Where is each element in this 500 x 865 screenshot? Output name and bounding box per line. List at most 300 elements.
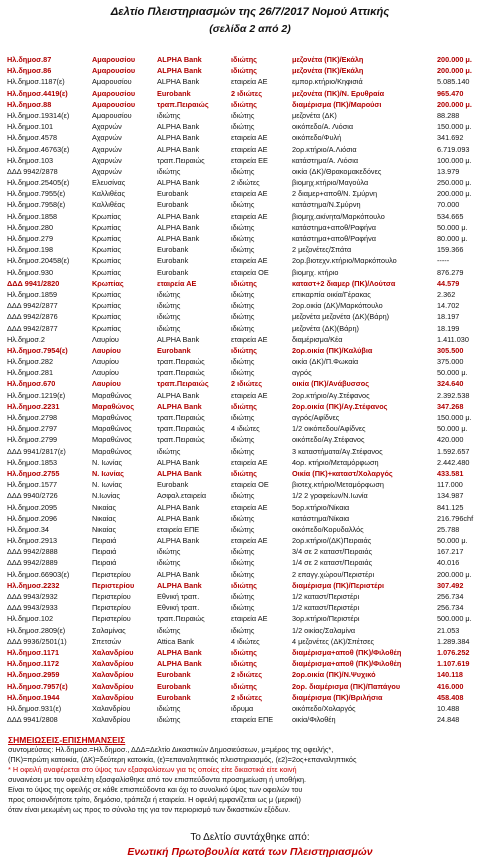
- row-property: κατάστημα/Νίκαια: [292, 513, 350, 523]
- row-amount: 500.000 μ.: [437, 614, 472, 624]
- row-property: Οικία (ΠΚ)+καταστ/Χολαργός: [292, 468, 393, 478]
- table-row: [7, 289, 497, 300]
- row-id: Ηλ.δημοσ.46763(ε): [7, 144, 70, 154]
- row-amount: 150.000 μ.: [437, 413, 472, 422]
- table-row: [7, 88, 497, 99]
- table-row: [7, 65, 497, 76]
- table-row: [7, 323, 497, 334]
- row-court: Καλλιθέας: [92, 200, 125, 210]
- row-amount: 200.000 μ.: [437, 569, 472, 579]
- table-row: [7, 636, 497, 647]
- row-amount: 50.000 μ.: [437, 536, 468, 546]
- row-property: καταστ+2 διαμερ (ΠΚ)/Λούτσα: [292, 278, 396, 288]
- row-amount: 1.411.030: [437, 334, 469, 344]
- row-id: Ηλ.δημοσ.2959: [7, 670, 60, 680]
- row-court: Αχαρνών: [92, 144, 122, 154]
- notes-title: ΣΗΜΕΙΩΣΕΙΣ-ΕΠΙΣΗΜΑΝΣΕΙΣ: [8, 735, 126, 745]
- row-property: 2ορ. διαμέρισμα (ΠΚ)/Παπάγου: [292, 681, 401, 691]
- row-property: 2ορ.οικία (ΠΚ)/Καλύβια: [292, 345, 373, 355]
- row-amount: 256.734: [437, 592, 464, 601]
- row-debtor: εταιρεία ΑΕ: [231, 502, 268, 512]
- row-property: 1/4 σε 2 καταστ/Πειραιάς: [292, 558, 373, 568]
- row-property: 5ορ.κτήριο/Νίκαια: [292, 502, 350, 512]
- row-creditor: τραπ.Πειραιώς: [157, 155, 205, 165]
- row-court: Χαλανδρίου: [92, 670, 134, 680]
- row-court: Νικαίας: [92, 513, 117, 523]
- row-amount: 50.000 μ.: [437, 222, 468, 232]
- row-id: ΔΔΔ 9942/2877: [7, 323, 58, 333]
- row-court: Αχαρνών: [92, 155, 122, 165]
- table-row: [7, 714, 497, 725]
- row-amount: 420.000: [437, 435, 464, 445]
- row-debtor: ιδιώτης: [231, 681, 257, 691]
- row-creditor: Εθνική τραπ.: [157, 603, 200, 613]
- row-amount: 458.408: [437, 692, 464, 702]
- row-creditor: Eurobank: [157, 692, 191, 702]
- table-row: [7, 502, 497, 513]
- row-property: οικόπεδο/Α. Λιόσια: [292, 122, 354, 132]
- row-amount: 307.492: [437, 580, 464, 590]
- row-court: Ελευσίνας: [92, 178, 126, 188]
- row-court: Περιστερίου: [92, 592, 131, 601]
- row-id: Ηλ.δημοσ.2232: [7, 580, 60, 590]
- row-creditor: ALPHA Bank: [157, 569, 200, 579]
- row-creditor: ιδιώτης: [157, 289, 181, 299]
- row-debtor: ιδιώτης: [231, 524, 255, 534]
- row-creditor: Attica Bank: [157, 636, 194, 646]
- row-amount: 134.987: [437, 491, 464, 501]
- row-id: Ηλ.δημοσ.1171: [7, 647, 60, 657]
- row-creditor: Eurobank: [157, 88, 191, 98]
- row-creditor: εταιρεία ΕΠΕ: [157, 524, 200, 534]
- row-court: Λαυρίου: [92, 368, 119, 378]
- table-row: [7, 625, 497, 636]
- row-property: 1/2 οικόπεδου/Αφίδνες: [292, 424, 366, 434]
- row-debtor: ιδιώτης: [231, 166, 255, 176]
- row-property: κατάστημα+αποθ/Ραφήνα: [292, 234, 376, 243]
- row-court: Λαυρίου: [92, 379, 121, 389]
- row-property: 4 μεζονέτες (ΔΚ)/Σπέτσες: [292, 636, 375, 646]
- row-amount: 1.592.657: [437, 446, 470, 456]
- row-court: Κρωπίας: [92, 222, 122, 232]
- row-debtor: ιδιώτης: [231, 446, 255, 456]
- auction-table: [7, 54, 497, 725]
- row-id: Ηλ.δημοσ.279: [7, 234, 54, 243]
- row-court: Πειραιά: [92, 547, 117, 557]
- row-creditor: Eurobank: [157, 267, 189, 277]
- row-amount: 1.076.252: [437, 647, 470, 657]
- row-debtor: ιδιώτης: [231, 66, 257, 76]
- row-court: Ν. Ιωνίας: [92, 468, 124, 478]
- table-row: [7, 681, 497, 692]
- table-row: [7, 479, 497, 490]
- row-id: Ηλ.δημοσ.1172: [7, 659, 60, 669]
- row-debtor: εταιρεία ΑΕ: [231, 133, 268, 143]
- row-creditor: τραπ.Πειραιώς: [157, 413, 205, 422]
- row-court: Χαλανδρίου: [92, 703, 131, 713]
- table-row: [7, 255, 497, 266]
- table-row: [7, 513, 497, 524]
- row-id: Ηλ.δημοσ.103: [7, 155, 54, 165]
- table-row: [7, 334, 497, 345]
- row-debtor: ιδρυμα: [231, 703, 254, 713]
- row-creditor: ALPHA Bank: [157, 55, 202, 64]
- row-debtor: ιδιώτης: [231, 413, 255, 422]
- row-creditor: ALPHA Bank: [157, 77, 200, 87]
- row-creditor: ALPHA Bank: [157, 502, 200, 512]
- row-creditor: τραπ.Πειραιώς: [157, 357, 205, 367]
- table-row: [7, 300, 497, 311]
- row-id: Ηλ.δημοσ.7957(ε): [7, 681, 68, 691]
- row-creditor: τραπ.Πειραιώς: [157, 435, 205, 445]
- row-court: Αχαρνών: [92, 133, 122, 143]
- row-debtor: εταιρεία ΑΕ: [231, 256, 268, 266]
- row-amount: 18.197: [437, 312, 460, 322]
- row-amount: 70.000: [437, 200, 460, 210]
- row-court: Αμαρουσίου: [92, 55, 136, 64]
- table-row: [7, 345, 497, 356]
- row-creditor: ALPHA Bank: [157, 222, 200, 232]
- row-debtor: ιδιώτης: [231, 491, 255, 501]
- table-row: [7, 446, 497, 457]
- row-id: Ηλ.δημοσ.7954(ε): [7, 345, 68, 355]
- table-row: [7, 602, 497, 613]
- row-property: διαμέρισμα (ΠΚ)/Μαρούσι: [292, 99, 382, 109]
- row-debtor: εταιρεία ΕΕ: [231, 155, 268, 165]
- row-amount: 256.734: [437, 603, 464, 613]
- row-amount: 200.000 μ.: [437, 55, 472, 64]
- row-id: Ηλ.δημοσ.86: [7, 66, 52, 76]
- table-row: [7, 278, 497, 289]
- row-debtor: ιδιώτης: [231, 435, 255, 445]
- row-amount: 1.107.619: [437, 659, 470, 669]
- row-creditor: τραπ.Πειραιώς: [157, 99, 209, 109]
- row-property: 1/2 2 γραφείων/Ν.Ιωνία: [292, 491, 368, 501]
- row-debtor: εταιρεία ΑΕ: [231, 334, 268, 344]
- row-court: Νικαίας: [92, 524, 117, 534]
- row-court: Κρωπίας: [92, 234, 122, 243]
- row-amount: -----: [437, 256, 450, 266]
- table-row: [7, 199, 497, 210]
- row-amount: 841.125: [437, 502, 464, 512]
- row-creditor: ALPHA Bank: [157, 390, 200, 400]
- row-id: ΔΔΔ 9942/2878: [7, 166, 58, 176]
- footer-compiled-by: Το Δελτίο συντάχθηκε από:: [190, 832, 310, 843]
- row-property: 2ορ.κτήριο/(ΔΚ)Πειραιάς: [292, 536, 372, 546]
- row-id: Ηλ.δημοσ.2096: [7, 513, 58, 523]
- row-debtor: εταιρεία ΑΕ: [231, 189, 268, 199]
- row-creditor: ALPHA Bank: [157, 647, 202, 657]
- table-row: [7, 76, 497, 87]
- table-row: [7, 155, 497, 166]
- row-amount: 324.640: [437, 379, 464, 389]
- row-property: μεζονέτα (ΔΚ): [292, 110, 337, 120]
- row-id: ΔΔΔ 9941/2817(ε): [7, 446, 66, 456]
- row-court: Αμαρουσίου: [92, 77, 132, 87]
- row-court: Κρωπίας: [92, 323, 122, 333]
- row-creditor: ALPHA Bank: [157, 122, 200, 132]
- row-court: Ν. Ιωνίας: [92, 457, 123, 467]
- row-debtor: 2 ιδιώτες: [231, 670, 263, 680]
- row-property: κατάστημα/Ν.Σμύρνη: [292, 200, 361, 210]
- table-row: [7, 132, 497, 143]
- row-id: Ηλ.δημοσ.2797: [7, 424, 58, 434]
- row-id: Ηλ.δημοσ.1219(ε): [7, 390, 66, 400]
- page-title: Δελτίο Πλειστηριασμών της 26/7/2017 Νομού Αττικής: [110, 6, 390, 18]
- row-id: Ηλ.δημοσ.2755: [7, 468, 60, 478]
- row-debtor: ιδιώτης: [231, 401, 257, 411]
- row-amount: 50.000 μ.: [437, 368, 468, 378]
- row-court: Μαραθώνος: [92, 446, 132, 456]
- row-court: Σαλαμίνας: [92, 625, 126, 635]
- table-row: [7, 390, 497, 401]
- row-debtor: εταιρεία ΕΠΕ: [231, 715, 274, 725]
- row-court: Μαραθώνος: [92, 401, 134, 411]
- row-debtor: 2 ιδιώτες: [231, 692, 263, 702]
- row-creditor: εταιρεία ΑΕ: [157, 278, 197, 288]
- row-property: εμπορ.κτήριο/Κηφισιά: [292, 77, 363, 87]
- row-property: οικία (ΔΚ)/Π.Φωκαία: [292, 357, 359, 367]
- row-id: Ηλ.δημοσ.1187(ε): [7, 77, 65, 87]
- row-id: Ηλ.δημοσ.2799: [7, 435, 58, 445]
- row-amount: 965.470: [437, 88, 464, 98]
- note-debt-explanation-4: προς οποιονδήποτε τρίτο, δημόσιο, τράπεζα ή εταιρεία. Η οφειλή εμφανίζεται ως μ (μερική): [8, 795, 301, 804]
- row-creditor: ιδιώτης: [157, 301, 181, 311]
- row-id: Ηλ.δημοσ.1853: [7, 457, 58, 467]
- row-id: Ηλ.δημοσ.4419(ε): [7, 88, 68, 98]
- row-property: μεζονέτα (ΠΚ)/Εκάλη: [292, 66, 364, 76]
- row-id: Ηλ.δημοσ.670: [7, 379, 56, 389]
- row-amount: 250.000 μ.: [437, 178, 472, 188]
- footer-organization: Ενωτική Πρωτοβουλία κατά των Πλειστηριασμών: [127, 846, 373, 858]
- row-property: μεζονέτα (ΠΚ)/Ν. Ερυθραία: [292, 88, 385, 98]
- row-amount: 433.581: [437, 468, 464, 478]
- row-amount: 375.000: [437, 357, 464, 367]
- row-creditor: ιδιώτης: [157, 166, 181, 176]
- row-creditor: ιδιώτης: [157, 547, 181, 557]
- row-property: οικία/Φιλοθέη: [292, 715, 336, 725]
- table-row: [7, 311, 497, 322]
- row-debtor: ιδιώτης: [231, 580, 257, 590]
- row-id: Ηλ.δημοσ.2809(ε): [7, 625, 66, 635]
- row-amount: 24.848: [437, 715, 460, 725]
- row-debtor: 4 ιδιώτες: [231, 424, 260, 434]
- table-row: [7, 468, 497, 479]
- row-id: Ηλ.δημοσ.1944: [7, 692, 60, 702]
- row-creditor: ιδιώτης: [157, 446, 181, 456]
- row-court: Περιστερίου: [92, 580, 135, 590]
- row-court: Μαραθώνος: [92, 424, 132, 434]
- row-creditor: τραπ.Πειραιώς: [157, 424, 205, 434]
- row-court: Αχαρνών: [92, 166, 122, 176]
- row-id: Ηλ.δημοσ.19314(ε): [7, 110, 70, 120]
- table-row: [7, 423, 497, 434]
- row-debtor: εταιρεία ΑΕ: [231, 211, 268, 221]
- row-amount: 50.000 μ.: [437, 424, 468, 434]
- row-debtor: εταιρεία ΑΕ: [231, 144, 268, 154]
- row-debtor: ιδιώτης: [231, 222, 255, 232]
- row-id: ΔΔΔ 9943/2933: [7, 603, 58, 613]
- row-court: Κρωπίας: [92, 289, 122, 299]
- row-creditor: ιδιώτης: [157, 312, 181, 322]
- table-row: [7, 99, 497, 110]
- row-id: Ηλ.δημοσ.102: [7, 614, 54, 624]
- table-row: [7, 177, 497, 188]
- row-property: διαμέρισμα (ΠΚ)/Βριλήσια: [292, 692, 383, 702]
- row-amount: 40.016: [437, 558, 460, 568]
- row-court: Κρωπίας: [92, 256, 122, 266]
- row-court: Κρωπίας: [92, 267, 122, 277]
- row-id: Ηλ.δημοσ.280: [7, 222, 54, 232]
- row-property: 3 καταστήματα/Αγ.Στέφανος: [292, 446, 383, 456]
- row-id: Ηλ.δημοσ.2: [7, 334, 45, 344]
- row-amount: 88.288: [437, 110, 460, 120]
- row-court: Κρωπίας: [92, 245, 122, 255]
- row-creditor: τραπ.Πειραιώς: [157, 379, 209, 389]
- row-amount: 2.362: [437, 289, 456, 299]
- row-debtor: ιδιώτης: [231, 301, 255, 311]
- row-amount: 21.053: [437, 625, 460, 635]
- row-id: Ηλ.δημοσ.1577: [7, 480, 58, 490]
- row-id: ΔΔΔ 9941/2820: [7, 278, 60, 288]
- table-row: [7, 412, 497, 423]
- note-abbreviations: συντομεύσεις: Ηλ.δημοσ.=Ηλ.δημοσ., ΔΔΔ=Δελτίο Δικαστικών Δημοσιεύσεων, μ=μέρος της οφειλής*,: [8, 745, 334, 754]
- table-row: [7, 54, 497, 65]
- row-court: Κρωπίας: [92, 211, 122, 221]
- row-court: Μαραθώνος: [92, 413, 132, 422]
- row-debtor: ιδιώτης: [231, 368, 255, 378]
- table-row: [7, 658, 497, 669]
- row-debtor: ιδιώτης: [231, 357, 255, 367]
- row-debtor: ιδιώτης: [231, 110, 255, 120]
- row-creditor: Eurobank: [157, 245, 189, 255]
- row-debtor: ιδιώτης: [231, 547, 255, 557]
- row-debtor: ιδιώτης: [231, 99, 257, 109]
- row-property: μεζονέτα (ΔΚ)(Βάρη): [292, 323, 359, 333]
- row-amount: 416.000: [437, 681, 464, 691]
- row-amount: 341.692: [437, 133, 464, 143]
- row-debtor: ιδιώτης: [231, 513, 255, 523]
- row-id: ΔΔΔ 9936/2501(1): [7, 636, 67, 646]
- row-id: Ηλ.δημοσ.2231: [7, 401, 60, 411]
- table-row: [7, 669, 497, 680]
- row-debtor: ιδιώτης: [231, 468, 257, 478]
- row-creditor: ALPHA Bank: [157, 580, 202, 590]
- row-amount: 13.979: [437, 166, 460, 176]
- row-debtor: ιδιώτης: [231, 345, 257, 355]
- row-amount: 18.199: [437, 323, 460, 333]
- note-abbreviations-2: (ΠΚ)=πρώτη κατοικία, (ΔΚ)=δεύτερη κατοικία, (ε)=επαναληπτικός πλειστηριασμός, (ε2)=2ος+επαναληπτικός: [8, 755, 357, 764]
- row-id: Ηλ.δημοσ.1859: [7, 289, 58, 299]
- row-amount: 2.442.480: [437, 457, 470, 467]
- row-property: μεζονέτα (ΠΚ)/Εκάλη: [292, 55, 364, 64]
- row-court: Λαυρίου: [92, 334, 119, 344]
- row-property: 2 μεζονέτες/Σπάτα: [292, 245, 352, 255]
- row-court: Περιστερίου: [92, 614, 131, 624]
- row-amount: 80.000 μ.: [437, 234, 468, 243]
- row-creditor: ALPHA Bank: [157, 234, 200, 243]
- row-property: 2 επαγγ.χώρου/Περιστέρι: [292, 569, 375, 579]
- table-row: [7, 569, 497, 580]
- table-row: [7, 580, 497, 591]
- row-debtor: 2 ιδιώτες: [231, 379, 263, 389]
- row-property: επικαρπία οικία/Γέρακας: [292, 289, 371, 299]
- row-id: Ηλ.δημοσ.282: [7, 357, 54, 367]
- table-row: [7, 692, 497, 703]
- note-debt-explanation-5: όταν είναι μειωμένη ως προς το σύνολο της για τον περιορισμό των δικαστικών εξόδων.: [8, 805, 291, 814]
- row-court: Πειραιά: [92, 536, 117, 546]
- row-id: Ηλ.δημοσ.34: [7, 524, 49, 534]
- row-id: ΔΔΔ 9942/2876: [7, 312, 58, 322]
- row-id: Ηλ.δημοσ.87: [7, 55, 52, 64]
- row-court: Χαλανδρίου: [92, 681, 134, 691]
- row-creditor: ALPHA Bank: [157, 468, 202, 478]
- row-amount: 347.268: [437, 401, 464, 411]
- table-row: [7, 546, 497, 557]
- table-row: [7, 535, 497, 546]
- row-court: Λαυρίου: [92, 345, 121, 355]
- row-id: Ηλ.δημοσ.7955(ε): [7, 189, 66, 199]
- row-court: Λαυρίου: [92, 357, 119, 367]
- row-id: ΔΔΔ 9941/2808: [7, 715, 58, 725]
- row-creditor: τραπ.Πειραιώς: [157, 614, 205, 624]
- row-debtor: ιδιώτης: [231, 234, 255, 243]
- row-creditor: Eurobank: [157, 670, 191, 680]
- row-creditor: ιδιώτης: [157, 715, 181, 725]
- note-debt-explanation-2: συναινέσει με τον οφειλέτη εξασφαλίσθηκε από τον επισπεύδοντα προσημείωση ή υποθήκη.: [8, 775, 307, 784]
- row-id: ΔΔΔ 9943/2932: [7, 592, 58, 601]
- row-id: Ηλ.δημοσ.2095: [7, 502, 58, 512]
- row-property: βιομηχ.κτήριο/Μαγούλα: [292, 178, 369, 188]
- row-court: Χαλανδρίου: [92, 692, 134, 702]
- row-property: οικόπεδο/Κορυδαλλός: [292, 524, 364, 534]
- notes-section: [8, 735, 490, 815]
- row-id: Ηλ.δημοσ.66903(ε): [7, 569, 70, 579]
- row-property: διαμέρισμα (ΠΚ)/Περιστέρι: [292, 580, 384, 590]
- row-property: διαμέρισμα/Κέα: [292, 334, 343, 344]
- row-property: 1/2 οικίας/Σαλαμίνα: [292, 625, 356, 635]
- row-property: βιομηχ.ακίνητα/Μαρκόπουλο: [292, 211, 385, 221]
- row-debtor: 2 ιδιώτες: [231, 88, 263, 98]
- row-court: Σπετσών: [92, 636, 122, 646]
- row-debtor: ιδιώτης: [231, 200, 255, 210]
- row-property: οικία (ΔΚ)/Θρακομακεδόνες: [292, 166, 382, 176]
- row-id: ΔΔΔ 9940/2726: [7, 491, 58, 501]
- row-creditor: ιδιώτης: [157, 703, 181, 713]
- row-debtor: ιδιώτης: [231, 55, 257, 64]
- row-debtor: ιδιώτης: [231, 289, 255, 299]
- row-debtor: ιδιώτης: [231, 558, 255, 568]
- row-amount: 305.500: [437, 345, 464, 355]
- row-creditor: ιδιώτης: [157, 323, 181, 333]
- row-creditor: ALPHA Bank: [157, 513, 200, 523]
- row-debtor: ιδιώτης: [231, 323, 255, 333]
- row-court: Καλλιθέας: [92, 189, 125, 199]
- row-court: Χαλανδρίου: [92, 659, 134, 669]
- table-row: [7, 144, 497, 155]
- row-id: Ηλ.δημοσ.198: [7, 245, 54, 255]
- table-row: [7, 490, 497, 501]
- row-amount: 44.579: [437, 278, 460, 288]
- row-amount: 100.000 μ.: [437, 155, 472, 165]
- row-property: οικόπεδο/Φυλή: [292, 133, 342, 143]
- row-creditor: Eurobank: [157, 681, 191, 691]
- row-id: Ηλ.δημοσ.930: [7, 267, 54, 277]
- row-debtor: ιδιώτης: [231, 592, 255, 601]
- row-property: οικόπεδο/Αγ.Στέφανος: [292, 435, 365, 445]
- row-id: Ηλ.δημοσ.7958(ε): [7, 200, 66, 210]
- note-debt-explanation-3: Είναι το ύψος της οφειλής σε κάθε επισπεύδοντα και όχι το συνολικό ύψος των οφειλών του: [8, 785, 303, 794]
